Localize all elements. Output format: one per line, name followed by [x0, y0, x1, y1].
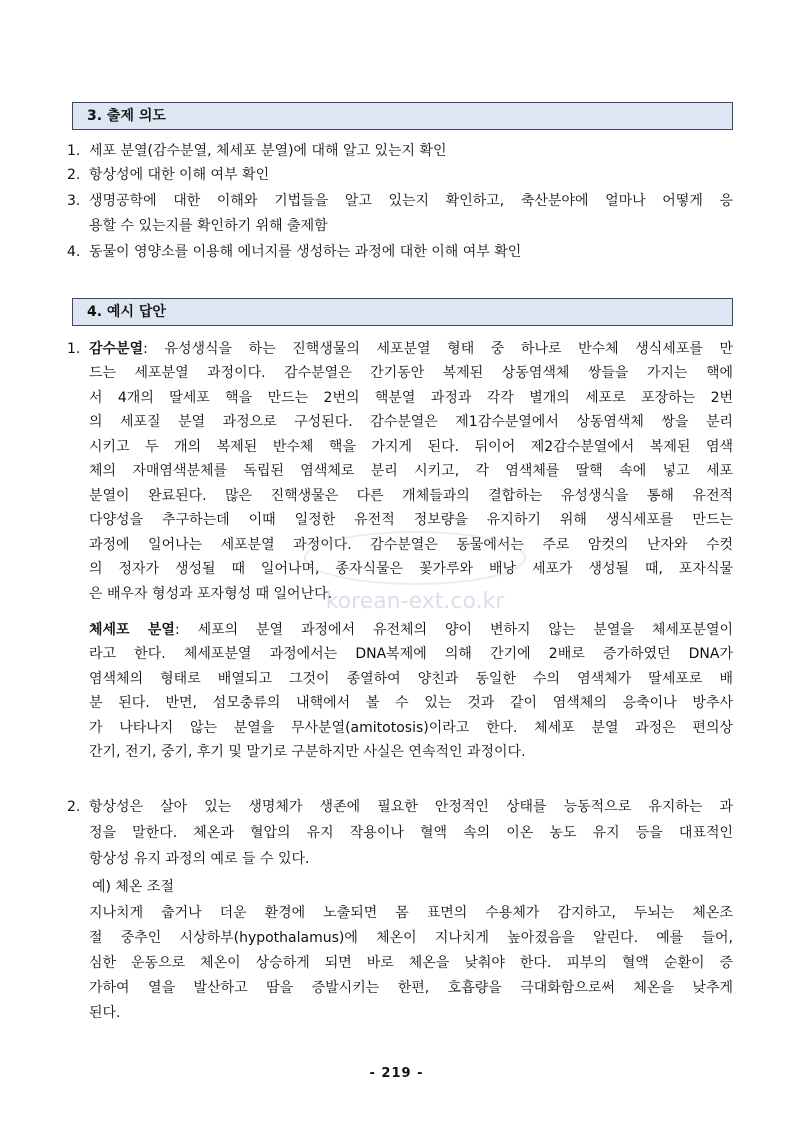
answer-text: : 세포의 분열 과정에서 유전체의 양이 변하지 않는 분열을 체세포분열이 — [174, 622, 733, 638]
answer-paragraph-line: 은 배우자 형성과 포자형성 때 일어난다. — [89, 585, 333, 602]
answer-paragraph-line: 시키고 두 개의 복제된 반수체 핵을 가지게 된다. 뒤이어 제2감수분열에서 복제된 염색 — [89, 438, 733, 455]
answer-paragraph-line: 염색체의 형태로 배열되고 그것이 종열하여 양친과 동일한 수의 염색체가 딸세포로 배 — [89, 670, 733, 687]
list-number: 2. — [67, 799, 81, 815]
answer-paragraph-line: 서 4개의 딸세포 핵을 만드는 2번의 핵분열 과정과 각각 별개의 세포로 포장하는 2번 — [89, 389, 733, 406]
answer-paragraph-line: 절 중추인 시상하부(hypothalamus)에 체온이 지나치게 높아졌음을 알린다. 예를 들어, — [89, 930, 733, 946]
answer-text: : 유성생식을 하는 진핵생물의 세포분열 형태 중 하나로 반수체 생식세포를 만 — [143, 341, 733, 357]
list-item-continuation: 용할 수 있는지를 확인하기 위해 출제함 — [89, 218, 328, 234]
answer-paragraph-line: 심한 운동으로 체온이 상승하게 되면 바로 체온을 낮춰야 한다. 피부의 혈액 순환이 증 — [89, 955, 733, 971]
answer-paragraph-line: 분 된다. 반면, 섬모충류의 내핵에서 볼 수 있는 것과 같이 염색체의 응축이나 방추사 — [89, 695, 733, 711]
answer-paragraph-line: 의 세포질 분열 과정으로 구성된다. 감수분열은 제1감수분열에서 상동염색체 쌍을 분리 — [89, 414, 733, 430]
list-number: 2. — [67, 167, 81, 183]
answer-paragraph-line: 다양성을 추구하는데 이때 일정한 유전적 정보량을 유지하기 위해 생식세포를 만드는 — [89, 512, 733, 528]
list-item: 세포 분열(감수분열, 체세포 분열)에 대해 알고 있는지 확인 — [89, 143, 447, 159]
example-label: 예) 체온 조절 — [92, 879, 174, 895]
list-number: 4. — [67, 244, 81, 260]
answer-paragraph-line: 가 나타나지 않는 분열을 무사분열(amitotosis)이라고 한다. 체세포 분열 과정은 편의상 — [89, 719, 733, 736]
answer-paragraph-line: 드는 세포분열 과정이다. 감수분열은 간기동안 복제된 상동염색체 쌍들을 가지는 핵에 — [89, 365, 733, 381]
section-4-heading: 4. 예시 답안 — [72, 298, 733, 326]
list-item: 동물이 영양소를 이용해 에너지를 생성하는 과정에 대한 이해 여부 확인 — [89, 244, 522, 260]
term-meiosis: 감수분열 — [89, 341, 144, 357]
answer-paragraph-line: 라고 한다. 체세포분열 과정에서는 DNA복제에 의해 간기에 2배로 증가하였던 DNA가 — [89, 646, 733, 662]
answer-paragraph-line: 과정에 일어나는 세포분열 과정이다. 감수분열은 동물에서는 주로 암컷의 난자와 수컷 — [89, 536, 733, 553]
answer-paragraph-line: 의 정자가 생성될 때 일어나며, 종자식물은 꽃가루와 배낭 세포가 생성될 때, 포자식물 — [89, 561, 733, 577]
list-item: 생명공학에 대한 이해와 기법들을 알고 있는지 확인하고, 축산분야에 얼마나 어떻게 응 — [89, 193, 733, 209]
answer-paragraph-line — [89, 337, 733, 361]
answer-paragraph-line: 분열이 완료된다. 많은 진핵생물은 다른 개체들과의 결합하는 유성생식을 통해 유전적 — [89, 487, 733, 504]
list-item: 항상성에 대한 이해 여부 확인 — [89, 167, 270, 183]
term-mitosis: 체세포 분열 — [89, 622, 175, 638]
answer-paragraph-line: 체의 자매염색분체를 독립된 염색체로 분리 시키고, 각 염색체를 딸핵 속에 넣고 세포 — [89, 463, 733, 479]
answer-paragraph-line: 된다. — [89, 1005, 121, 1021]
answer-paragraph-line: 정을 말한다. 체온과 혈압의 유지 작용이나 혈액 속의 이온 농도 유지 등을 대표적인 — [89, 825, 733, 841]
answer-paragraph-line: 항상성 유지 과정의 예로 들 수 있다. — [89, 851, 310, 867]
answer-paragraph-line: 지나치게 춥거나 더운 환경에 노출되면 몸 표면의 수용체가 감지하고, 두뇌는 체온조 — [89, 905, 733, 921]
list-number: 1. — [67, 341, 81, 357]
list-number: 1. — [67, 143, 81, 159]
page-number: - 219 - — [369, 1066, 424, 1081]
answer-paragraph-line: 항상성은 살아 있는 생명체가 생존에 필요한 안정적인 상태를 능동적으로 유지하는 과 — [89, 799, 733, 815]
answer-paragraph-line: 가하여 열을 발산하고 땀을 증발시키는 한편, 호흡량을 극대화함으로써 체온을 낮추게 — [89, 980, 733, 996]
list-number: 3. — [67, 193, 81, 209]
watermark-text: korean-ext.co.kr — [325, 589, 505, 614]
answer-paragraph-line: 간기, 전기, 중기, 후기 및 말기로 구분하지만 사실은 연속적인 과정이다. — [89, 744, 526, 760]
answer-paragraph-line — [89, 618, 733, 642]
section-3-heading: 3. 출제 의도 — [72, 102, 733, 130]
